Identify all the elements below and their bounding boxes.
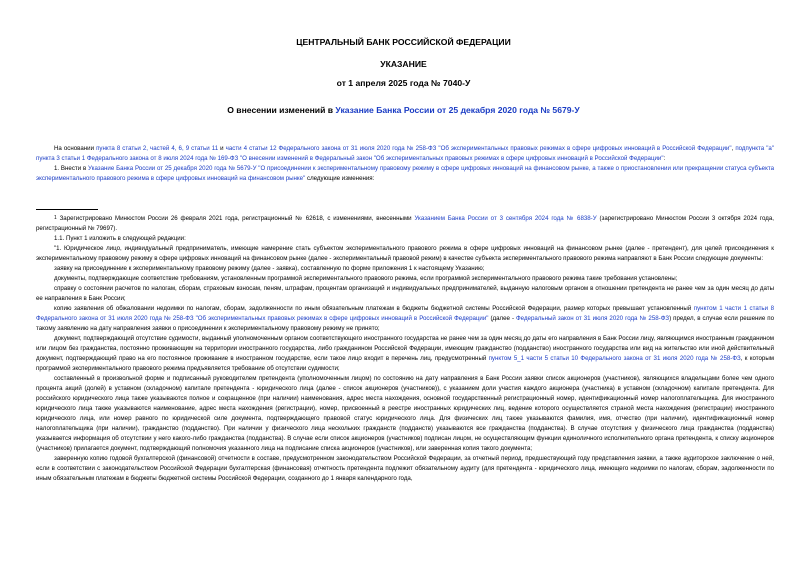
- change-paragraph: [36, 304, 774, 334]
- document-type: УКАЗАНИЕ: [380, 59, 427, 69]
- footnote-divider: [36, 209, 98, 210]
- amendment-paragraph: [36, 164, 774, 184]
- preamble: [36, 144, 774, 184]
- law-link[interactable]: пунктом 5_1 части 5 статьи 10 Федерального закона от 31 июля 2020 года № 258-ФЗ: [488, 355, 741, 362]
- footnote: [36, 213, 774, 234]
- footnote-mark: 1: [54, 215, 57, 221]
- subject-link[interactable]: Указание Банка России от 25 декабря 2020 года № 5679-У: [335, 105, 580, 115]
- text-run: , к которым программой экспериментального правового режима предъявляется требование об отсутствии судимости;: [36, 355, 774, 372]
- change-paragraph: "1. Юридическое лицо, индивидуальный предприниматель, имеющие намерение стать субъектом экспериментального правового режима в сфере цифровых инноваций на финансовом рынке (далее - претендент), для целей присоединения к экспериментальному правовому режиму в сфере цифровых инноваций на финансовом рынке (далее - экспериментальный правовой режим) в качестве субъекта экспериментального правового режима направляют в Банк России следующие документы:: [36, 245, 774, 262]
- amendments-body: [36, 234, 774, 484]
- text-run: 1. Внести в: [54, 165, 89, 172]
- law-link[interactable]: пункта 8 статьи 2, частей 4, 6, 9 статьи 11: [96, 145, 219, 152]
- footnote-text: [36, 213, 774, 234]
- change-paragraph: составленный в произвольной форме и подписанный руководителем претендента (уполномоченным лицом) по состоянию на дату направления в Банк России заявки список акционеров (участников), являющихся владельцами более чем одного процента акций (долей) в уставном (складочном) капитале претендента - юридического лица (далее - список акционеров (участников)), с указанием доли участия каждого акционера (участника) в уставном (складочном) капитале претендента. Для российского юридического лица также указываются полное и сокращенное (при наличии) наименования, адрес места нахождения, основной государственный регистрационный номер, идентификационный номер налогоплательщика. Для иностранного юридического лица также указываются наименование, адрес места нахождения (регистрации), номер, присвоенный в реестре иностранных юридических лиц, ведение которого осуществляется страной места нахождения (регистрации) иностранного юридического лица, или номер равного по юридической силе документа, подтверждающего правовой статус юридического лица. Для физических лиц также указываются фамилия, имя, отчество (при наличии), идентификационный номер налогоплательщика (при наличии), гражданство (подданство). При наличии у физического лица нескольких гражданств (подданств) указываются все гражданства (подданства). В случае отсутствия у физического лица гражданства (подданства) указывается информация об отсутствии у него какого-либо гражданства (подданства). В случае если список акционеров (участников) подписан лицом, не осуществляющим функции единоличного исполнительного органа претендента, к списку акционеров (участников) прилагается документ, подтверждающий полномочия указанного лица на подписание списка акционеров (участников), или заверенная копия такого документа;: [36, 375, 774, 452]
- text-run: ,: [731, 145, 736, 152]
- change-paragraph: документы, подтверждающие соответствие требованиям, установленным программой экспериментального правового режима, если программой экспериментального правового режима такие требования установлены;: [54, 275, 678, 282]
- law-link[interactable]: подпункта "а" пункта 3 статьи 1 Федерального закона от 8 июля 2024 года № 169-ФЗ "О внесении изменений в Федеральный закон "Об экспериментальных правовых режимах в сфере цифровых инноваций в Российской Федерации": [36, 145, 775, 162]
- legal-basis-paragraph: [36, 144, 774, 164]
- change-heading: 1.1. Пункт 1 изложить в следующей редакции:: [54, 235, 186, 242]
- change-paragraph: заверенную копию годовой бухгалтерской (финансовой) отчетности в составе, предусмотренном законодательством Российской Федерации, за отчетный период, предшествующий году представления заявки, а также аудиторское заключение о ней, если в соответствии с законодательством Российской Федерации бухгалтерская (финансовая) отчетность претендента подлежит обязательному аудиту (для претендента - юридического лица, имеющего недоимки по налогам, сборам, задолженности по иным обязательным платежам в бюджеты бюджетной системы Российской Федерации, созданного до 1 января календарного года,: [36, 455, 774, 482]
- law-link[interactable]: части 4 статьи 12 Федерального закона от 31 июля 2020 года № 258-ФЗ "Об экспериментальных правовых режимах в сфере цифровых инноваций в Российской Федерации": [225, 145, 732, 152]
- text-run: копию заявления об обжаловании недоимки по налогам, сборам, задолженности по иным обязательным платежам в бюджеты бюджетной системы Российской Федерации, размер которых превышает установленный: [54, 305, 694, 312]
- text-run: ) предел, в случае если решение по такому заявлению на дату направления заявки о присоединении к экспериментальному правовому режиму не принято;: [36, 315, 774, 332]
- change-paragraph: справку о состоянии расчетов по налогам, сборам, страховым взносам, пеням, штрафам, процентам организаций и индивидуальных предпринимателей, выданную налоговым органом в отношении претендента не ранее чем за один месяц до даты ее направления в Банк России;: [36, 285, 774, 302]
- text-run: :: [663, 155, 666, 162]
- text-run: следующие изменения:: [305, 175, 375, 182]
- regulation-link[interactable]: Указание Банка России от 25 декабря 2020 года № 5679-У "О присоединении к экспериментальному правовому режиму в сфере цифровых инноваций на финансовом рынке, а также о приостановлении или прекращении статуса субъекта экспериментального правового режима в сфере цифровых инноваций на финансовом рынке": [36, 165, 775, 182]
- text-run: На основании: [54, 145, 97, 152]
- document-date: от 1 апреля 2025 года № 7040-У: [336, 78, 471, 88]
- text-run: (зарегистрировано Минюстом России 3 октября 2024 года, регистрационный № 79697).: [36, 215, 774, 232]
- text-run: документ, подтверждающий отсутствие судимости, выданный уполномоченным органом соответствующего иностранного государства не ранее чем за один месяц до даты его направления в Банк России лицу, являющимся иностранным гражданином или лицом без гражданства, постоянно проживающим на территории иностранного государства, либо гражданином Российской Федерации, имеющим гражданство (подданство) иностранного государства или вид на жительство или иной действительный документ, подтверждающий право на его постоянное проживание в иностранном государстве, если такое лицо входит в перечень лиц, предусмотренный: [36, 335, 774, 362]
- law-link[interactable]: пунктом 1 части 1 статьи 8 Федерального закона от 31 июля 2020 года № 258-ФЗ "Об экспериментальных правовых режимах в сфере цифровых инноваций в Российской Федерации": [36, 305, 774, 322]
- law-link[interactable]: Федеральный закон от 31 июля 2020 года № 258-ФЗ: [516, 315, 670, 322]
- document-subject: [0, 105, 807, 116]
- change-paragraph: заявку на присоединение к экспериментальному правовому режиму (далее - заявка), составленную по форме приложения 1 к настоящему Указанию;: [54, 265, 485, 272]
- issuing-authority: ЦЕНТРАЛЬНЫЙ БАНК РОССИЙСКОЙ ФЕДЕРАЦИИ: [296, 37, 511, 47]
- footnote-link[interactable]: Указанием Банка России от 3 сентября 2024 года № 6838-У: [414, 215, 597, 222]
- text-run: Зарегистрировано Минюстом России 26 февраля 2021 года, регистрационный № 62618, с изменениями, внесенными: [56, 215, 415, 222]
- change-paragraph: [36, 334, 774, 374]
- text-run: и: [218, 145, 226, 152]
- text-run: (далее -: [488, 315, 517, 322]
- subject-prefix: О внесении изменений в: [227, 105, 336, 115]
